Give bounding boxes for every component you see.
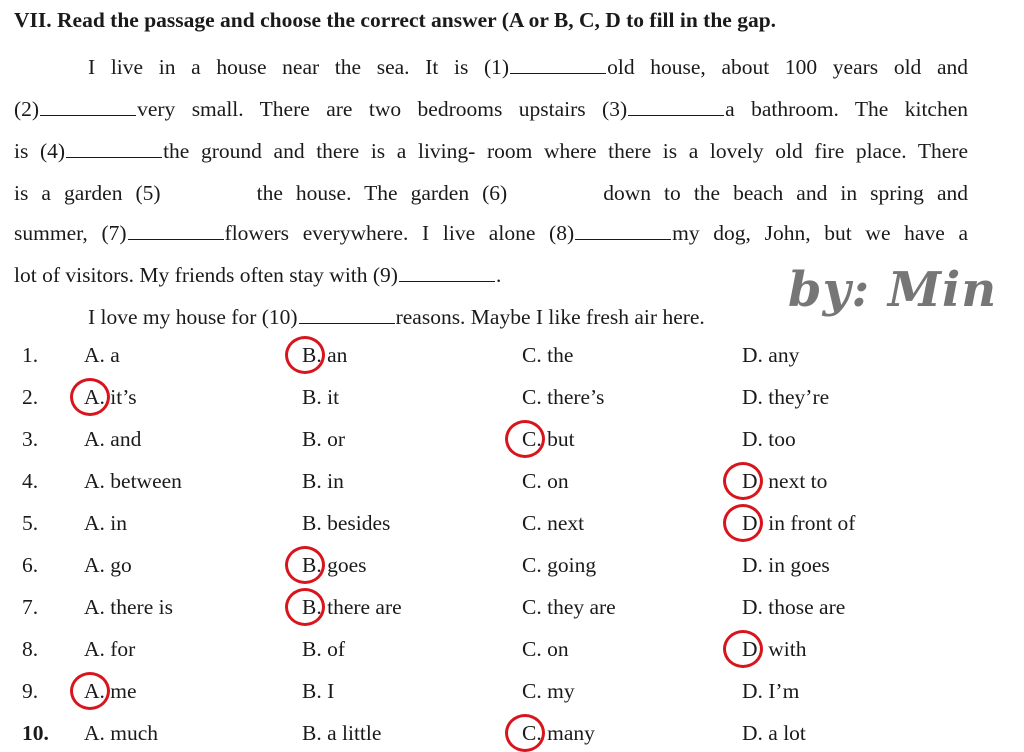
option-c: C. many (522, 721, 595, 745)
option-c: C. there’s (522, 385, 605, 409)
option-d: D. in front of (742, 511, 856, 535)
answer-circle-mark (285, 336, 325, 374)
gap-9-blank (399, 264, 495, 282)
option-d: D. next to (742, 469, 828, 493)
passage-text: my dog, John, but we have a (672, 221, 968, 245)
gap-1-blank (510, 56, 606, 74)
option-c: C. going (522, 553, 597, 577)
passage-line-2 (14, 96, 968, 122)
passage-text: is a garden (5) (14, 181, 161, 205)
answer-circle-mark (70, 672, 110, 710)
option-c: C. the (522, 343, 574, 367)
answer-circle-mark (723, 630, 763, 668)
passage-text: summer, (7) (14, 221, 127, 245)
question-number: 6. (22, 553, 39, 577)
option-a: A. a (84, 343, 120, 367)
passage-text: reasons. Maybe I like fresh air here. (395, 305, 705, 329)
option-b: B. besides (302, 511, 391, 535)
gap-4-blank (66, 140, 162, 158)
option-d: D. a lot (742, 721, 806, 745)
exercise-heading: VII. Read the passage and choose the correct answer (A or B, C, D to fill in the gap. (14, 8, 777, 32)
option-d: D. with (742, 637, 807, 661)
option-d: D. in goes (742, 553, 830, 577)
question-number: 10. (22, 721, 49, 745)
option-a: A. it’s (84, 385, 137, 409)
option-c: C. my (522, 679, 575, 703)
option-b: B. goes (302, 553, 367, 577)
option-d: D. they’re (742, 385, 830, 409)
question-number: 5. (22, 511, 39, 535)
option-b: B. it (302, 385, 340, 409)
gap-2-blank (40, 98, 136, 116)
question-number: 7. (22, 595, 39, 619)
passage-text: old house, about 100 years old and (607, 55, 968, 79)
gap-7-blank (128, 222, 224, 240)
passage-text: the house. The garden (6) (256, 181, 508, 205)
option-a: A. me (84, 679, 137, 703)
passage-text: is (4) (14, 139, 66, 163)
passage-text: I live in a house near the sea. It is (1) (88, 55, 510, 79)
option-c: C. they are (522, 595, 616, 619)
passage-line-1 (88, 54, 968, 80)
passage-text: very small. There are two bedrooms upstairs (3) (137, 97, 628, 121)
question-number: 2. (22, 385, 39, 409)
gap-10-blank (299, 306, 395, 324)
option-b: B. in (302, 469, 344, 493)
option-b: B. a little (302, 721, 382, 745)
option-b: B. I (302, 679, 335, 703)
passage-text: I love my house for (10) (88, 305, 298, 329)
gap-8-blank (575, 222, 671, 240)
option-d: D. any (742, 343, 800, 367)
answer-circle-mark (285, 546, 325, 584)
passage-text: lot of visitors. My friends often stay with (9) (14, 263, 398, 287)
question-number: 1. (22, 343, 39, 367)
option-c: C. but (522, 427, 575, 451)
option-a: A. between (84, 469, 182, 493)
passage-line-3 (14, 138, 968, 164)
option-a: A. and (84, 427, 142, 451)
option-b: B. an (302, 343, 348, 367)
option-a: A. there is (84, 595, 173, 619)
gap-3-blank (628, 98, 724, 116)
option-a: A. for (84, 637, 136, 661)
gap-5-blank (161, 199, 257, 200)
option-d: D. those are (742, 595, 846, 619)
answer-circle-mark (723, 504, 763, 542)
question-number: 9. (22, 679, 39, 703)
passage-text: the ground and there is a living- room where there is a lovely old fire place. There (163, 139, 968, 163)
option-a: A. go (84, 553, 132, 577)
option-a: A. in (84, 511, 127, 535)
answer-circle-mark (723, 462, 763, 500)
option-b: B. or (302, 427, 345, 451)
author-signature: by: Min (788, 262, 998, 318)
question-number: 8. (22, 637, 39, 661)
passage-text: a bathroom. The kitchen (725, 97, 969, 121)
passage-text: flowers everywhere. I live alone (8) (224, 221, 575, 245)
option-d: D. too (742, 427, 796, 451)
question-number: 3. (22, 427, 39, 451)
passage-line-4 (14, 180, 968, 206)
option-c: C. next (522, 511, 585, 535)
option-b: B. of (302, 637, 345, 661)
question-number: 4. (22, 469, 39, 493)
option-c: C. on (522, 637, 569, 661)
option-c: C. on (522, 469, 569, 493)
option-b: B. there are (302, 595, 402, 619)
passage-text: (2) (14, 97, 40, 121)
passage-line-5 (14, 220, 968, 246)
passage-text: . (495, 263, 502, 287)
option-a: A. much (84, 721, 159, 745)
answer-circle-mark (70, 378, 110, 416)
answer-circle-mark (505, 714, 545, 752)
answer-circle-mark (505, 420, 545, 458)
passage-text: down to the beach and in spring and (603, 181, 969, 205)
option-d: D. I’m (742, 679, 800, 703)
gap-6-blank (507, 199, 603, 200)
answer-circle-mark (285, 588, 325, 626)
